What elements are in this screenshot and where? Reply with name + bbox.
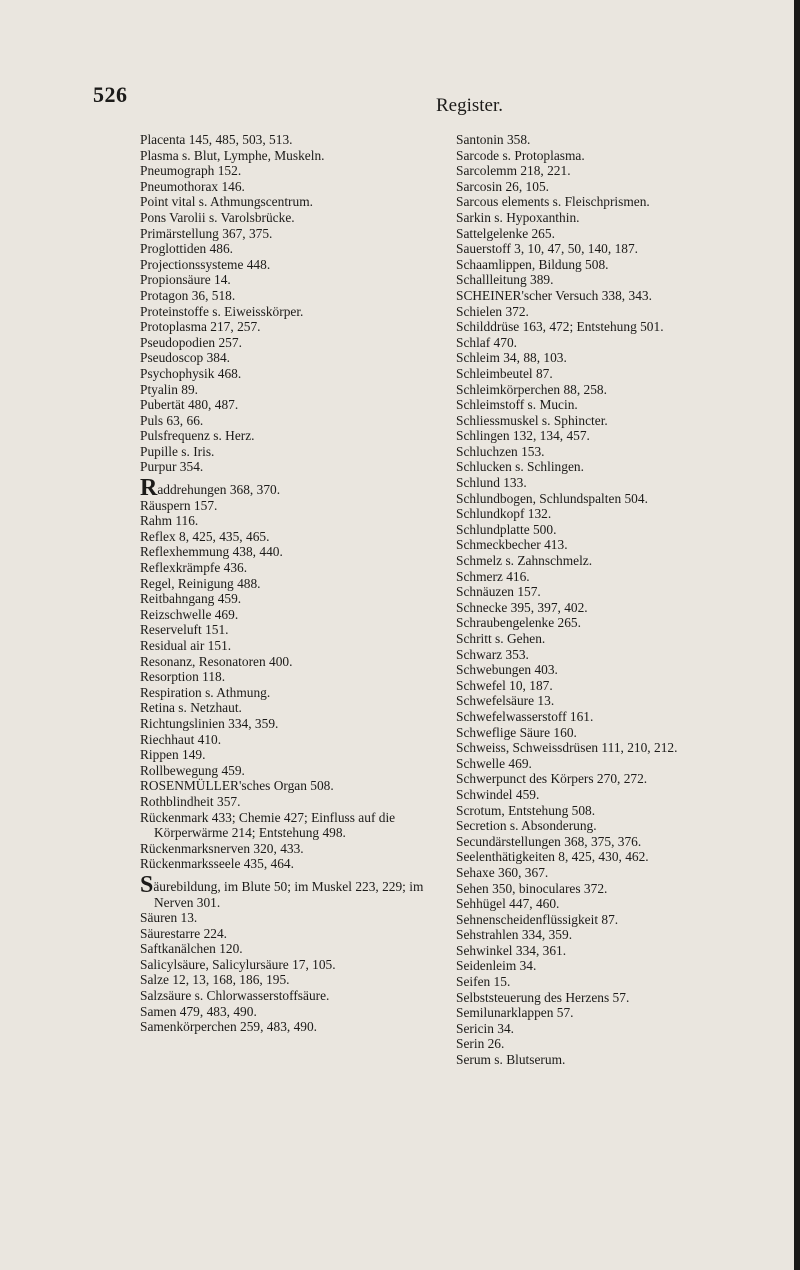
index-entry: Sarcous elements s. Fleischprismen. bbox=[456, 194, 650, 210]
index-entry: Placenta 145, 485, 503, 513. bbox=[140, 132, 293, 147]
index-entry: Seifen 15. bbox=[456, 974, 511, 990]
index-entry: Purpur 354. bbox=[140, 459, 204, 475]
index-entry: Reflexkrämpfe 436. bbox=[140, 560, 248, 576]
index-entry-r-initial: Raddrehungen 368, 370. bbox=[140, 475, 281, 502]
index-entry: Rothblindheit 357. bbox=[140, 793, 241, 809]
r-entries bbox=[140, 498, 450, 872]
index-entry: Schweflige Säure 160. bbox=[456, 724, 577, 740]
index-entry: Schwebungen 403. bbox=[456, 662, 558, 678]
index-entry: Schlundplatte 500. bbox=[456, 521, 557, 537]
index-entry: Schweiss, Schweissdrüsen 111, 210, 212. bbox=[456, 740, 678, 756]
index-entry: Sarcolemm 218, 221. bbox=[456, 163, 571, 179]
index-entry: Schleimstoff s. Mucin. bbox=[456, 397, 578, 413]
index-entry: Schlaf 470. bbox=[456, 334, 517, 350]
index-entry: Sehaxe 360, 367. bbox=[456, 864, 549, 880]
index-entry: Schmeckbecher 413. bbox=[456, 537, 568, 553]
index-entry: Plasma s. Blut, Lymphe, Muskeln. bbox=[140, 147, 325, 163]
index-entry: Reitbahngang 459. bbox=[140, 591, 242, 607]
index-entry: Schlundkopf 132. bbox=[456, 506, 552, 522]
index-entry: Semilunarklappen 57. bbox=[456, 1005, 574, 1021]
index-entry: Schnäuzen 157. bbox=[456, 584, 541, 600]
index-entry: Saftkanälchen 120. bbox=[140, 941, 243, 957]
s-entries bbox=[140, 910, 450, 1035]
index-entry: Schallleitung 389. bbox=[456, 272, 554, 288]
index-entry: Seelenthätigkeiten 8, 425, 430, 462. bbox=[456, 849, 649, 865]
index-entry: Point vital s. Athmungscentrum. bbox=[140, 194, 313, 210]
drop-initial: R bbox=[140, 475, 158, 502]
index-entry: Samenkörperchen 259, 483, 490. bbox=[140, 1019, 318, 1035]
index-entry: Rahm 116. bbox=[140, 513, 199, 529]
index-entry: Sehwinkel 334, 361. bbox=[456, 942, 567, 958]
index-entry: Schlund 133. bbox=[456, 475, 527, 491]
index-entry: Serum s. Blutserum. bbox=[456, 1052, 566, 1068]
index-entry: Sarcosin 26, 105. bbox=[456, 178, 549, 194]
index-entry: Rückenmark 433; Chemie 427; Einfluss auf die Körperwärme 214; Entstehung 498. bbox=[140, 809, 396, 841]
s-entries-continued bbox=[456, 132, 796, 1068]
index-entry: Protagon 36, 518. bbox=[140, 287, 236, 303]
index-entry: Schwefelsäure 13. bbox=[456, 693, 555, 709]
index-entry: Ptyalin 89. bbox=[140, 381, 199, 397]
index-entry: Pubertät 480, 487. bbox=[140, 397, 239, 413]
index-entry: Pneumothorax 146. bbox=[140, 178, 245, 194]
index-entry: Secretion s. Absonderung. bbox=[456, 818, 597, 834]
index-entry: Salze 12, 13, 168, 186, 195. bbox=[140, 972, 290, 988]
index-entry: Schaamlippen, Bildung 508. bbox=[456, 256, 609, 272]
index-entry: Säuren 13. bbox=[140, 910, 198, 926]
index-entry: Schliessmuskel s. Sphincter. bbox=[456, 412, 608, 428]
index-entry: Propionsäure 14. bbox=[140, 272, 231, 288]
index-entry: Residual air 151. bbox=[140, 638, 232, 653]
index-entry: Sarkin s. Hypoxanthin. bbox=[456, 209, 580, 225]
index-entry: Sehnenscheidenflüssigkeit 87. bbox=[456, 911, 619, 927]
index-entry: Psychophysik 468. bbox=[140, 365, 242, 381]
index-entry: Schwelle 469. bbox=[456, 755, 532, 771]
index-entry: ROSENMÜLLER'sches Organ 508. bbox=[140, 778, 334, 794]
index-entry: Schwefel 10, 187. bbox=[456, 677, 553, 693]
index-entry: Riechhaut 410. bbox=[140, 731, 222, 747]
index-entry: Schwindel 459. bbox=[456, 786, 540, 802]
index-entry: Pseudopodien 257. bbox=[140, 334, 242, 350]
index-entry: Schleimkörperchen 88, 258. bbox=[456, 381, 607, 397]
index-entry: Pneumograph 152. bbox=[140, 163, 242, 179]
index-entry: Schlundbogen, Schlundspalten 504. bbox=[456, 490, 648, 506]
index-entry: Schleimbeutel 87. bbox=[456, 365, 553, 381]
index-entry: Schielen 372. bbox=[456, 303, 529, 319]
index-entry: Regel, Reinigung 488. bbox=[140, 575, 261, 591]
index-entry: Schritt s. Gehen. bbox=[456, 631, 546, 646]
index-entry: Säurestarre 224. bbox=[140, 925, 228, 941]
index-entry: Pons Varolii s. Varolsbrücke. bbox=[140, 209, 295, 225]
index-entry: Protoplasma 217, 257. bbox=[140, 319, 261, 335]
index-entry: Richtungslinien 334, 359. bbox=[140, 715, 279, 731]
index-entry: Sehen 350, binoculares 372. bbox=[456, 880, 608, 896]
index-entry: Seidenleim 34. bbox=[456, 958, 537, 974]
index-entry: Pulsfrequenz s. Herz. bbox=[140, 428, 255, 444]
index-entry: Schlucken s. Schlingen. bbox=[456, 459, 584, 475]
index-entry: Reflex 8, 425, 435, 465. bbox=[140, 528, 270, 544]
index-entry: Schleim 34, 88, 103. bbox=[456, 350, 567, 366]
index-entry: Schwarz 353. bbox=[456, 646, 529, 662]
index-entry: Salzsäure s. Chlorwasserstoffsäure. bbox=[140, 988, 330, 1004]
index-entry: Schmerz 416. bbox=[456, 568, 530, 584]
index-entry: Sericin 34. bbox=[456, 1020, 515, 1036]
index-entry: Retina s. Netzhaut. bbox=[140, 700, 242, 716]
page-number: 526 bbox=[93, 82, 128, 107]
index-entry: Secundärstellungen 368, 375, 376. bbox=[456, 833, 642, 849]
drop-initial: S bbox=[140, 871, 154, 898]
index-entry: Sauerstoff 3, 10, 47, 50, 140, 187. bbox=[456, 241, 639, 257]
index-entry: Schwerpunct des Körpers 270, 272. bbox=[456, 771, 648, 787]
index-entry: Sehhügel 447, 460. bbox=[456, 896, 560, 912]
index-entry: Scrotum, Entstehung 508. bbox=[456, 802, 596, 818]
index-entry: Schraubengelenke 265. bbox=[456, 615, 581, 631]
index-entry: Sehstrahlen 334, 359. bbox=[456, 927, 573, 943]
index-entry: Rückenmarksseele 435, 464. bbox=[140, 856, 294, 872]
index-entry: Serin 26. bbox=[456, 1036, 505, 1052]
index-entry: Rippen 149. bbox=[140, 747, 206, 763]
index-entry: Reserveluft 151. bbox=[140, 622, 229, 638]
index-entry: Räuspern 157. bbox=[140, 497, 218, 513]
index-entry: Pupille s. Iris. bbox=[140, 443, 215, 459]
index-entry: Schnecke 395, 397, 402. bbox=[456, 599, 588, 615]
running-head: Register. bbox=[436, 95, 504, 116]
index-entry: Samen 479, 483, 490. bbox=[140, 1003, 257, 1019]
index-entry: Selbststeuerung des Herzens 57. bbox=[456, 989, 630, 1005]
index-entry: Puls 63, 66. bbox=[140, 412, 204, 428]
index-entry-s-initial: Säurebildung, im Blute 50; im Muskel 223, 229; im Nerven 301. bbox=[140, 871, 424, 910]
right-column bbox=[456, 132, 796, 1068]
index-entry: Schlingen 132, 134, 457. bbox=[456, 428, 590, 444]
page-edge-shadow bbox=[794, 0, 800, 1270]
index-entry: Schilddrüse 163, 472; Entstehung 501. bbox=[456, 319, 664, 335]
index-entry: Salicylsäure, Salicylursäure 17, 105. bbox=[140, 956, 336, 972]
index-entry: Rückenmarksnerven 320, 433. bbox=[140, 840, 304, 856]
index-entry: Schwefelwasserstoff 161. bbox=[456, 708, 594, 724]
index-entry: Santonin 358. bbox=[456, 132, 531, 147]
index-entry: SCHEINER'scher Versuch 338, 343. bbox=[456, 287, 652, 303]
index-entry: Schmelz s. Zahnschmelz. bbox=[456, 553, 593, 569]
index-entry: Projectionssysteme 448. bbox=[140, 256, 271, 272]
index-entry: Sattelgelenke 265. bbox=[456, 225, 555, 241]
index-entry: Reflexhemmung 438, 440. bbox=[140, 544, 283, 560]
left-column bbox=[140, 132, 450, 1035]
index-entry: Rollbewegung 459. bbox=[140, 762, 245, 778]
index-entry: Sarcode s. Protoplasma. bbox=[456, 147, 585, 163]
index-entry: Primärstellung 367, 375. bbox=[140, 225, 273, 241]
index-entry: Resorption 118. bbox=[140, 669, 226, 685]
index-entry: Respiration s. Athmung. bbox=[140, 684, 271, 700]
p-entries bbox=[140, 132, 450, 475]
index-entry: Resonanz, Resonatoren 400. bbox=[140, 653, 293, 669]
index-entry: Pseudoscop 384. bbox=[140, 350, 231, 366]
index-entry: Schluchzen 153. bbox=[456, 443, 545, 459]
index-entry: Proglottiden 486. bbox=[140, 241, 233, 257]
index-entry: Reizschwelle 469. bbox=[140, 606, 239, 622]
index-entry: Proteinstoffe s. Eiweisskörper. bbox=[140, 303, 304, 319]
